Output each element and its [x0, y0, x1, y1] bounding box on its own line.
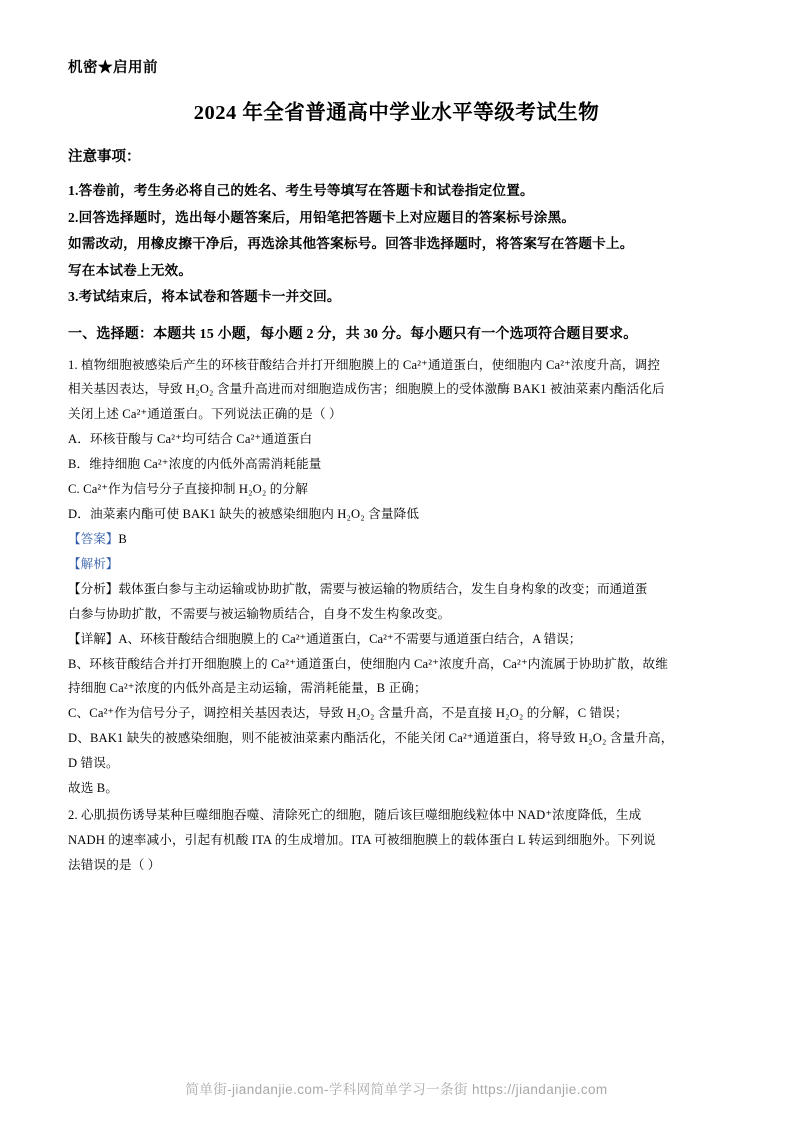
detail-line: D 错误。 — [68, 756, 119, 771]
detail-label: 【详解】 — [68, 631, 119, 646]
answer-value: B — [118, 531, 127, 546]
option-b: B．维持细胞 Ca²⁺浓度的内低外高需消耗能量 — [68, 457, 322, 472]
detail-line: D、BAK1 缺失的被感染细胞，则不能被油菜素内酯活化，不能关闭 Ca²⁺通道蛋白，将导致 H₂O₂ 含量升高， — [68, 731, 674, 746]
detail-line: B、环核苷酸结合并打开细胞膜上的 Ca²⁺通道蛋白，使细胞内 Ca²⁺浓度升高，Ca²⁺内流属于协助扩散，故维 — [68, 656, 668, 671]
question-stem-line: 2. 心肌损伤诱导某种巨噬细胞吞噬、清除死亡的细胞，随后该巨噬细胞线粒体中 NAD⁺浓度降低，生成 — [68, 808, 642, 823]
question-stem-line: 相关基因表达，导致 H₂O₂ 含量升高进而对细胞造成伤害；细胞膜上的受体激酶 BAK1 被油菜素内酯活化后 — [68, 382, 665, 397]
option-c: C. Ca²⁺作为信号分子直接抑制 H₂O₂ 的分解 — [68, 482, 308, 497]
analysis-line: 白参与协助扩散，不需要与被运输物质结合，自身不发生构象改变。 — [68, 606, 451, 621]
section-heading: 一、选择题：本题共 15 小题，每小题 2 分，共 30 分。每小题只有一个选项符合题目要求。 — [68, 326, 638, 342]
detail-line: C、Ca²⁺作为信号分子，调控相关基因表达，导致 H₂O₂ 含量升高，不是直接 H₂O₂ 的分解，C 错误； — [68, 706, 628, 721]
notice-item: 2.回答选择题时，选出每小题答案后，用铅笔把答题卡上对应题目的答案标号涂黑。 — [68, 209, 576, 225]
question-stem-line: 关闭上述 Ca²⁺通道蛋白。下列说法正确的是（ ） — [68, 407, 342, 422]
question-1 — [68, 353, 725, 802]
question-stem-line: NADH 的速率减小，引起有机酸 ITA 的生成增加。ITA 可被细胞膜上的载体蛋白 L 转运到细胞外。下列说 — [68, 833, 656, 848]
page-title: 2024 年全省普通高中学业水平等级考试生物 — [193, 102, 600, 124]
detail-text: A、环核苷酸结合细胞膜上的 Ca²⁺通道蛋白，Ca²⁺不需要与通道蛋白结合，A 错误； — [118, 631, 582, 646]
analysis-line — [68, 577, 725, 602]
question-stem-line: 法错误的是（ ） — [68, 857, 161, 872]
option-d: D．油菜素内酯可使 BAK1 缺失的被感染细胞内 H₂O₂ 含量降低 — [68, 507, 420, 522]
notice-item: 如需改动，用橡皮擦干净后，再选涂其他答案标号。回答非选择题时，将答案写在答题卡上。 — [68, 236, 634, 251]
answer-tag: 【答案】 — [68, 531, 119, 546]
notice-item: 写在本试卷上无效。 — [68, 262, 193, 278]
notice-heading: 注意事项： — [68, 149, 141, 165]
notice-item: 3.考试结束后，将本试卷和答题卡一并交回。 — [68, 289, 341, 304]
option-a: A．环核苷酸与 Ca²⁺均可结合 Ca²⁺通道蛋白 — [68, 432, 313, 447]
analysis-label: 【分析】 — [68, 581, 119, 596]
explanation-heading — [68, 552, 725, 577]
answer-line — [68, 527, 725, 552]
analysis-text: 载体蛋白参与主动运输或协助扩散，需要与被运输的物质结合，发生自身构象的改变；而通道蛋 — [118, 581, 648, 596]
detail-line — [68, 627, 725, 652]
notice-item: 1.答卷前，考生务必将自己的姓名、考生号等填写在答题卡和试卷指定位置。 — [68, 183, 534, 198]
detail-line: 持细胞 Ca²⁺浓度的内低外高是主动运输，需消耗能量，B 正确； — [68, 681, 427, 696]
question-stem-line: 1. 植物细胞被感染后产生的环核苷酸结合并打开细胞膜上的 Ca²⁺通道蛋白，使细胞内 Ca²⁺浓度升高，调控 — [68, 357, 661, 372]
footer-watermark: 简单街-jiandanjie.com-学科网简单学习一条街 https://jiandanjie.com — [185, 1082, 608, 1097]
detail-line: 故选 B。 — [68, 781, 119, 796]
explanation-tag: 【解析】 — [68, 556, 119, 571]
secret-label: 机密★启用前 — [68, 60, 158, 76]
question-2 — [68, 803, 725, 878]
